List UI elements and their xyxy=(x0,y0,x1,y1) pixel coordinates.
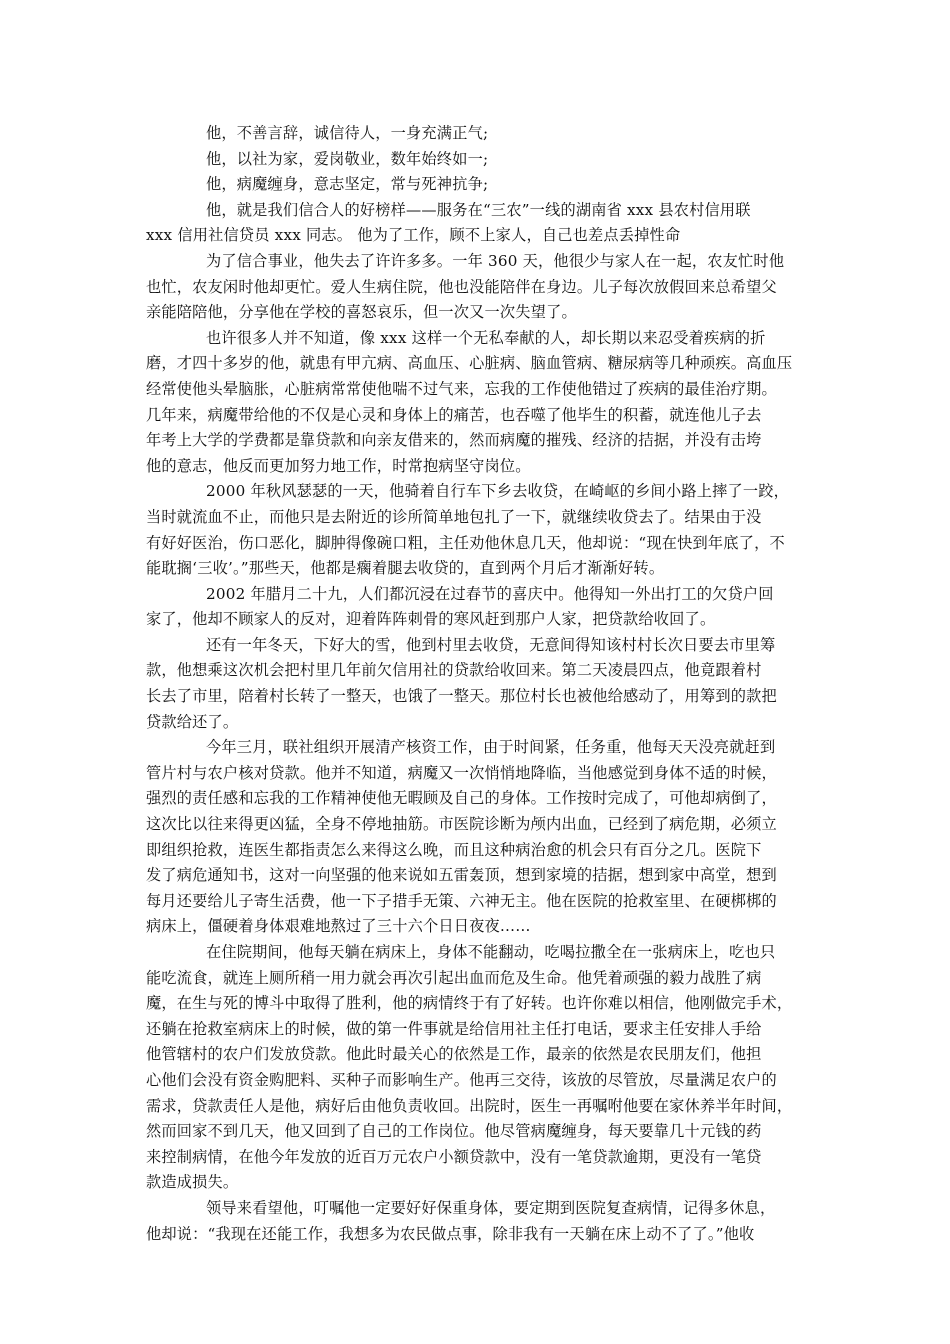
text-line: 经常使他头晕脑胀，心脏病常常使他喘不过气来，忘我的工作使他错过了疾病的最佳治疗期。 xyxy=(146,379,777,398)
text-line: 发了病危通知书，这对一向坚强的他来说如五雷轰顶，想到家境的拮据，想到家中高堂，想到 xyxy=(146,866,777,885)
text-line: 即组织抢救，连医生都指责怎么来得这么晚，而且这种病治愈的机会只有百分之几。医院下 xyxy=(146,840,762,859)
text-line: 2000 年秋风瑟瑟的一天，他骑着自行车下乡去收贷，在崎岖的乡间小路上摔了一跤， xyxy=(206,482,790,501)
text-line: 他的意志，他反而更加努力地工作，时常抱病坚守岗位。 xyxy=(146,456,531,475)
text-line: 然而回家不到几天，他又回到了自己的工作岗位。他尽管病魔缠身，每天要靠几十元钱的药 xyxy=(146,1122,762,1141)
text-line: 领导来看望他，叮嘱他一定要好好保重身体，要定期到医院复查病情，记得多休息， xyxy=(206,1198,776,1217)
text-line: 能耽搁‘三收’。”那些天，他都是瘸着腿去收贷的，直到两个月后才渐渐好转。 xyxy=(146,559,665,578)
text-line: 心他们会没有资金购肥料、买种子而影响生产。他再三交待，该放的尽管放，尽量满足农户的 xyxy=(146,1070,777,1089)
text-line: xxx 信用社信贷员 xxx 同志。 他为了工作，顾不上家人，自己也差点丢掉性命 xyxy=(146,226,681,245)
text-line: 病床上，僵硬着身体艰难地熬过了三十六个日日夜夜…… xyxy=(146,917,531,936)
text-line: 磨，才四十多岁的他，就患有甲亢病、高血压、心脏病、脑血管病、糖尿病等几种顽疾。高血压 xyxy=(146,354,793,373)
text-line: 还躺在抢救室病床上的时候，做的第一件事就是给信用社主任打电话，要求主任安排人手给 xyxy=(146,1019,762,1038)
text-line: 款，他想乘这次机会把村里几年前欠信用社的贷款给收回来。第二天凌晨四点，他竟跟着村 xyxy=(146,661,762,680)
text-line: 几年来，病魔带给他的不仅是心灵和身体上的痛苦，也吞噬了他毕生的积蓄，就连他儿子去 xyxy=(146,405,762,424)
text-line: 他，不善言辞，诚信待人，一身充满正气; xyxy=(206,124,489,142)
text-line: 他，就是我们信合人的好榜样——服务在“三农”一线的湖南省 xxx 县农村信用联 xyxy=(206,200,751,219)
article-body xyxy=(146,121,810,1247)
text-line: 年考上大学的学费都是靠贷款和向亲友借来的，然而病魔的摧残、经济的拮据，并没有击垮 xyxy=(146,431,762,450)
text-line: 有好好医治，伤口恶化，脚肿得像碗口粗，主任劝他休息几天，他却说：“现在快到年底了，不 xyxy=(146,533,785,552)
text-line: 也忙，农友闲时他却更忙。爱人生病住院，他也没能陪伴在身边。儿子每次放假回来总希望父 xyxy=(146,277,777,296)
text-line: 这次比以往来得更凶猛，全身不停地抽筋。市医院诊断为颅内出血，已经到了病危期，必须立 xyxy=(146,815,777,834)
text-line: 长去了市里，陪着村长转了一整天，也饿了一整天。那位村长也被他给感动了，用筹到的款把 xyxy=(146,687,777,706)
text-line: 贷款给还了。 xyxy=(146,712,239,731)
text-line: 也许很多人并不知道，像 xxx 这样一个无私奉献的人，却长期以来忍受着疾病的折 xyxy=(206,328,766,347)
text-line: 强烈的责任感和忘我的工作精神使他无暇顾及自己的身体。工作按时完成了，可他却病倒了， xyxy=(146,789,777,808)
text-line: 为了信合事业，他失去了许许多多。一年 360 天，他很少与家人在一起，农友忙时他 xyxy=(206,251,785,270)
text-line: 每月还要给儿子寄生活费，他一下子措手无策、六神无主。他在医院的抢救室里、在硬梆梆的 xyxy=(146,891,777,910)
text-line: 家了，他却不顾家人的反对，迎着阵阵刺骨的寒风赶到那户人家，把贷款给收回了。 xyxy=(146,610,716,629)
text-line: 在住院期间，他每天躺在病床上，身体不能翻动，吃喝拉撒全在一张病床上，吃也只 xyxy=(206,943,776,961)
text-line: 管片村与农户核对贷款。他并不知道，病魔又一次悄悄地降临，当他感觉到身体不适的时候， xyxy=(146,763,777,782)
text-line: 今年三月，联社组织开展清产核资工作，由于时间紧，任务重，他每天天没亮就赶到 xyxy=(206,738,776,757)
text-line: 魔，在生与死的博斗中取得了胜利，他的病情终于有了好转。也许你难以相信，他刚做完手术， xyxy=(146,994,793,1013)
text-line: 他却说：“我现在还能工作，我想多为农民做点事，除非我有一天躺在床上动不了了。”他收 xyxy=(146,1224,755,1243)
text-line: 能吃流食，就连上厕所稍一用力就会再次引起出血而危及生命。他凭着顽强的毅力战胜了病 xyxy=(146,968,762,987)
text-line: 当时就流血不止，而他只是去附近的诊所简单地包扎了一下，就继续收贷去了。结果由于没 xyxy=(146,507,762,526)
text-line: 款造成损失。 xyxy=(146,1173,239,1192)
text-line: 需求，贷款责任人是他，病好后由他负责收回。出院时，医生一再嘱咐他要在家休养半年时间， xyxy=(146,1096,793,1115)
text-line: 2002 年腊月二十九，人们都沉浸在过春节的喜庆中。他得知一外出打工的欠贷户回 xyxy=(206,584,774,603)
text-line: 来控制病情，在他今年发放的近百万元农户小额贷款中，没有一笔贷款逾期，更没有一笔贷 xyxy=(146,1147,762,1166)
text-line: 亲能陪陪他，分享他在学校的喜怒哀乐，但一次又一次失望了。 xyxy=(146,303,577,322)
text-line: 他管辖村的农户们发放贷款。他此时最关心的依然是工作，最亲的依然是农民朋友们，他担 xyxy=(146,1045,762,1064)
text-line: 还有一年冬天，下好大的雪，他到村里去收贷，无意间得知该村村长次日要去市里筹 xyxy=(206,635,776,654)
text-line: 他，病魔缠身，意志坚定，常与死神抗争; xyxy=(206,175,489,194)
text-line: 他，以社为家，爱岗敬业，数年始终如一; xyxy=(206,149,489,168)
